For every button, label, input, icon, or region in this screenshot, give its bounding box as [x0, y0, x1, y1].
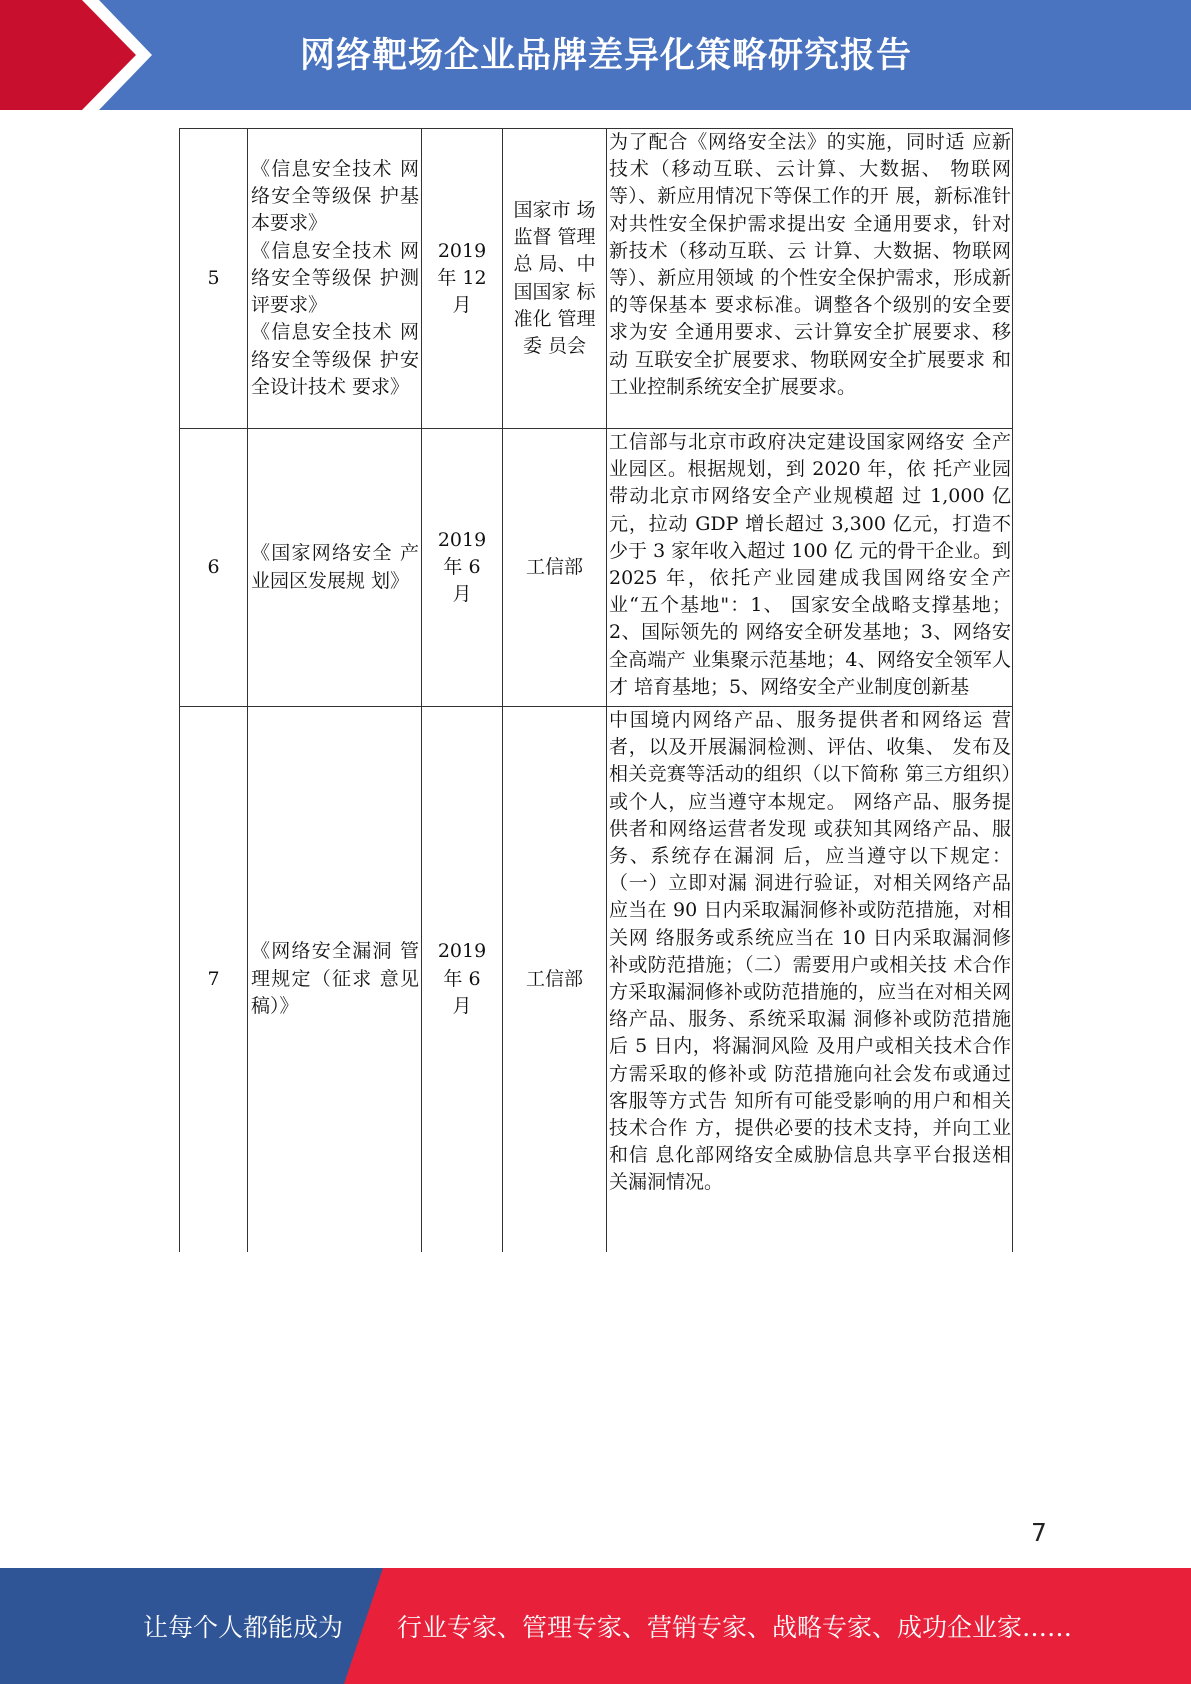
table-row — [180, 429, 1013, 707]
issuing-department: 国家市 场监督 管理总 局、中国国家 标准化 管理委 员会 — [503, 129, 607, 429]
row-number: 6 — [180, 429, 248, 707]
row-number: 5 — [180, 129, 248, 429]
table-row — [180, 129, 1013, 429]
footer-slogan-left: 让每个人都能成为 — [143, 1613, 344, 1642]
table-row — [180, 707, 1013, 1252]
page-header — [0, 0, 1191, 110]
regulation-name: 《国家网络安全 产业园区发展规 划》 — [248, 429, 422, 707]
page-number: 7 — [1031, 1518, 1047, 1547]
regulation-name-line: 《信息安全技术 网络安全等级保 护基本要求》 — [251, 158, 419, 235]
footer-slogan-right: 行业专家、管理专家、营销专家、战略专家、成功企业家…… — [397, 1613, 1073, 1642]
regulation-description-text: 工信部与北京市政府决定建设国家网络安 全产业园区。根据规划，到 2020 年，依 托产业园带动北京市网络安全产业规模超 过 1,000 亿元，拉动 GDP 增长超过 3,300 亿元，打造不少于 3 家年收入超过 100 亿 元的骨干企业。到 2025 年，依托产业园建成我国网络安全产业“五个基地"：1、 国家安全战略支撑基地；2、国际领先的 网络安全研发基地；3、网络安全高端产 业集聚示范基地；4、网络安全领军人才 培育基地；5、网络安全产业制度创新基 — [609, 431, 1011, 698]
issue-date-text: 2019 年 6 月 — [437, 940, 487, 1017]
regulation-name: 《网络安全漏洞 管理规定（征求 意见稿）》 — [248, 707, 422, 1252]
regulation-name-line: 《信息安全技术 网络安全等级保 护测评要求》 — [251, 239, 419, 317]
page-footer — [0, 1568, 1191, 1684]
issuing-department: 工信部 — [503, 429, 607, 707]
regulation-description: 中国境内网络产品、服务提供者和网络运 营者，以及开展漏洞检测、评估、收集、 发布及相关竞赛等活动的组织（以下简称 第三方组织）或个人，应当遵守本规定。 网络产品、服务提供者和网络运营者发现 或获知其网络产品、服务、系统存在漏洞 后，应当遵守以下规定：（一）立即对漏 洞进行验证，对相关网络产品应当在 90 日内采取漏洞修补或防范措施，对相关网 络服务或系统应当在 10 日内采取漏洞修 补或防范措施；（二）需要用户或相关技 术合作方采取漏洞修补或防范措施的，应当在对相关网络产品、服务、系统采取漏 洞修补或防范措施后 5 日内，将漏洞风险 及用户或相关技术合作方需采取的修补或 防范措施向社会发布或通过客服等方式告 知所有可能受影响的用户和相关技术合作 方，提供必要的技术支持，并向工业和信 息化部网络安全威胁信息共享平台报送相 关漏洞情况。 — [607, 707, 1013, 1252]
row-number: 7 — [180, 707, 248, 1252]
regulation-description: 为了配合《网络安全法》的实施，同时适 应新技术（移动互联、云计算、大数据、 物联网等）、新应用情况下等保工作的开 展，新标准针对共性安全保护需求提出安 全通用要求，针对新技术（移动互联、云 计算、大数据、物联网等）、新应用领域 的个性安全保护需求，形成新的等保基本 要求标准。调整各个级别的安全要求为安 全通用要求、云计算安全扩展要求、移动 互联安全扩展要求、物联网安全扩展要求 和工业控制系统安全扩展要求。 — [607, 129, 1013, 429]
issue-date — [422, 429, 503, 707]
issue-date — [422, 707, 503, 1252]
regulation-name-line: 《信息安全技术 网络安全等级保 护安全设计技术 要求》 — [251, 321, 419, 398]
regulation-description — [607, 429, 1013, 707]
report-title: 网络靶场企业品牌差异化策略研究报告 — [300, 36, 913, 76]
issuing-department: 工信部 — [503, 707, 607, 1252]
regulation-table — [179, 128, 1013, 1252]
issue-date-text: 2019 年 12 月 — [437, 239, 487, 317]
issue-date-text: 2019 年 6 月 — [437, 528, 487, 606]
regulation-name — [248, 129, 422, 429]
chevron-arrow-icon — [0, 0, 160, 110]
issue-date — [422, 129, 503, 429]
